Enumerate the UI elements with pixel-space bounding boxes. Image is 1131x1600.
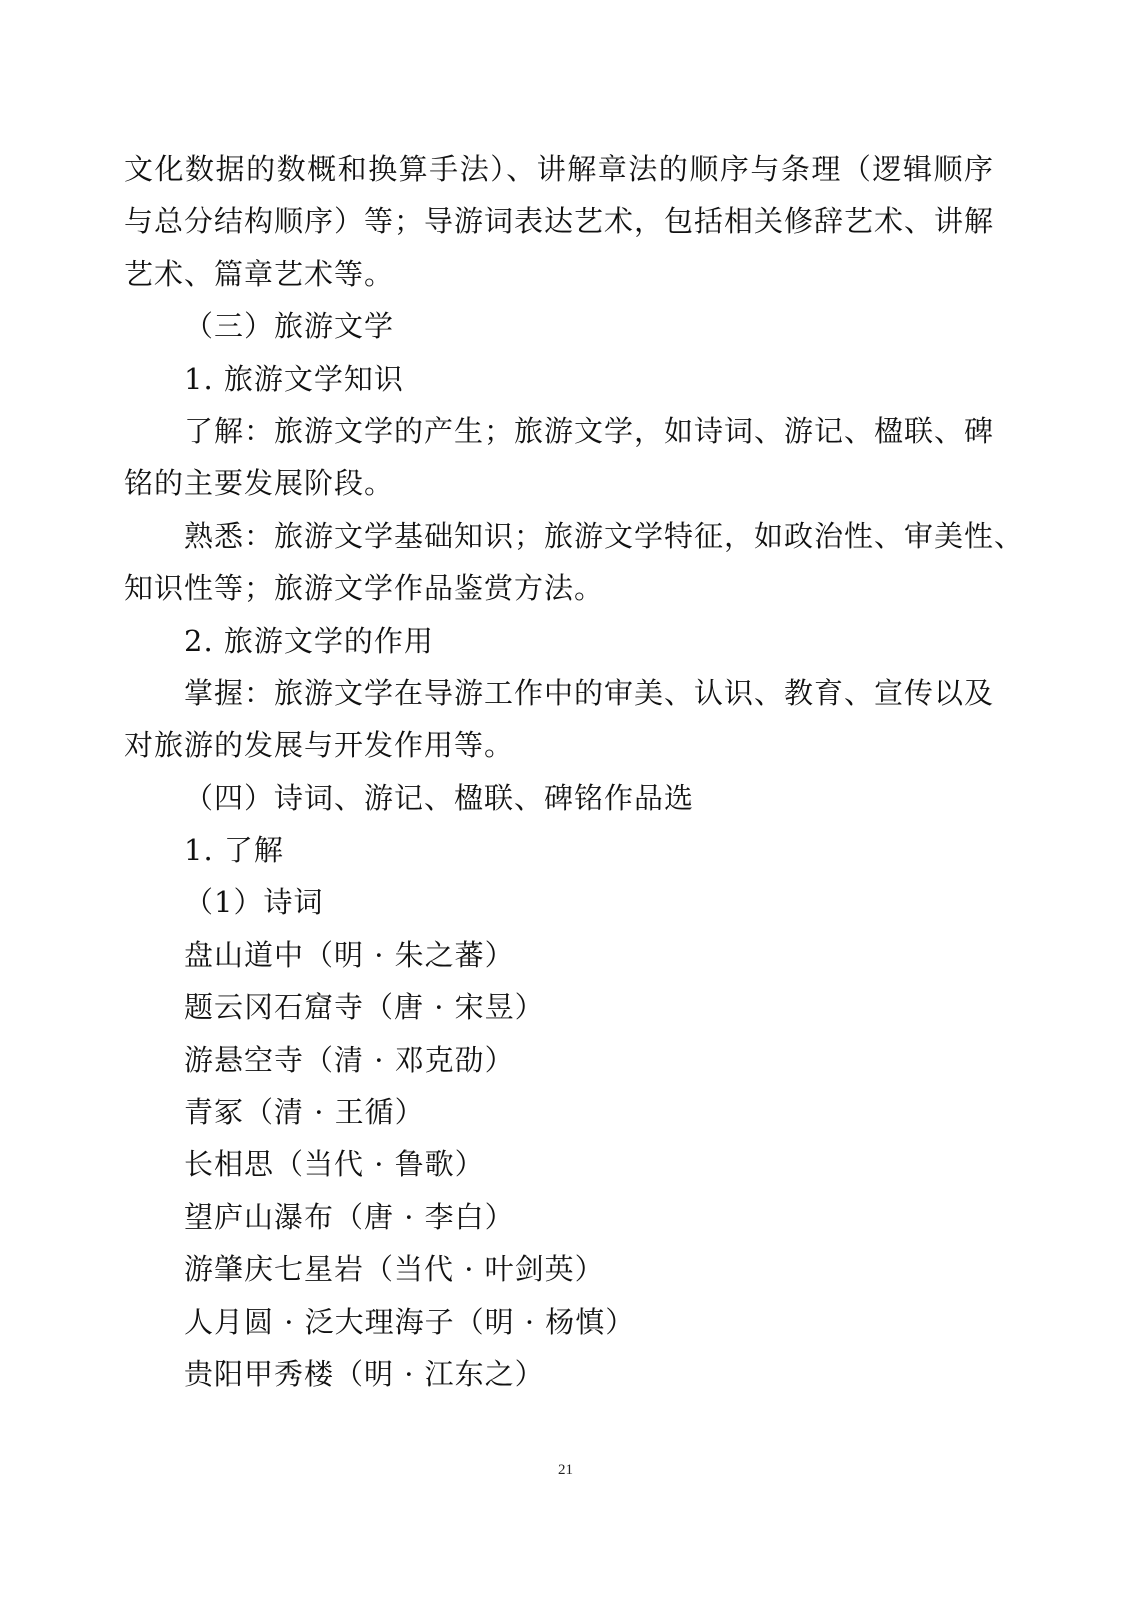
paragraph-line: 与总分结构顺序）等；导游词表达艺术，包括相关修辞艺术、讲解 [124,204,995,239]
work-title: 游悬空寺（清 · 邓克劭） [184,1042,515,1077]
paragraph-line: 知识性等；旅游文学作品鉴赏方法。 [124,571,605,606]
paragraph-line: 掌握：旅游文学在导游工作中的审美、认识、教育、宣传以及 [184,675,995,710]
work-title: 贵阳甲秀楼（明 · 江东之） [184,1356,545,1391]
work-title: 题云冈石窟寺（唐 · 宋昱） [184,990,545,1025]
work-title: 望庐山瀑布（唐 · 李白） [184,1199,515,1234]
paragraph-line: 了解：旅游文学的产生；旅游文学，如诗词、游记、楹联、碑 [184,413,995,448]
work-title: 盘山道中（明 · 朱之蕃） [184,937,515,972]
body-text [124,143,1025,1400]
work-title: 青冢（清 · 王循） [184,1095,425,1130]
work-title: 长相思（当代 · 鲁歌） [184,1147,485,1182]
paragraph-line: 铭的主要发展阶段。 [124,466,395,501]
subsection-heading: 1. 了解 [184,833,284,868]
subsection-heading: 2. 旅游文学的作用 [184,623,434,658]
subsection-heading: 1. 旅游文学知识 [184,361,404,396]
work-title: 游肇庆七星岩（当代 · 叶剑英） [184,1252,605,1287]
page-number: 21 [558,1462,573,1478]
category-heading: （1）诗词 [184,885,324,920]
paragraph-line: 艺术、篇章艺术等。 [124,256,395,291]
paragraph-line: 熟悉：旅游文学基础知识；旅游文学特征，如政治性、审美性、 [184,518,1025,553]
paragraph-line: 文化数据的数概和换算手法）、讲解章法的顺序与条理（逻辑顺序 [124,152,994,186]
section-heading-3: （三）旅游文学 [184,309,395,344]
work-title: 人月圆 · 泛大理海子（明 · 杨慎） [184,1304,636,1339]
section-heading-4: （四）诗词、游记、楹联、碑铭作品选 [184,780,695,815]
paragraph-line: 对旅游的发展与开发作用等。 [124,728,515,763]
